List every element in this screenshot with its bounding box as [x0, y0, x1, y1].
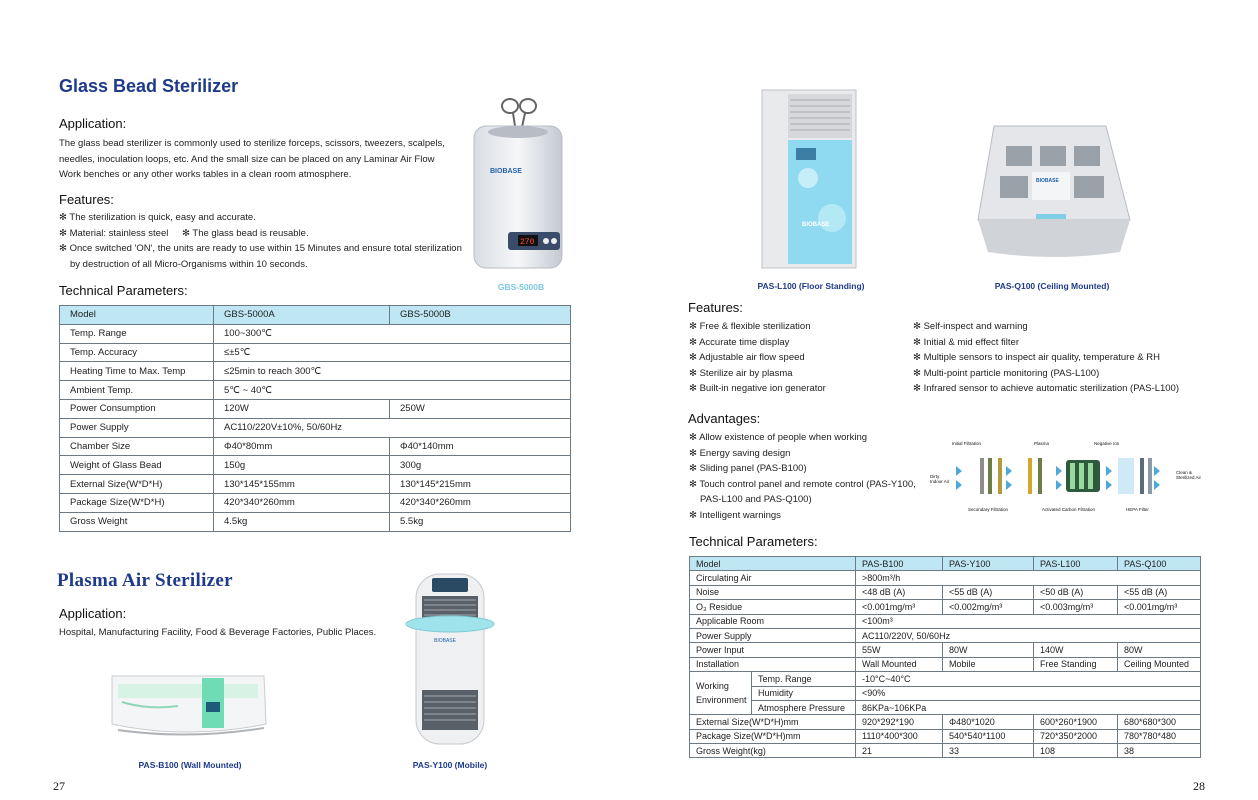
table-cell: 150g — [214, 456, 390, 475]
features-list-left — [689, 319, 826, 397]
table-cell: <55 dB (A) — [1118, 585, 1201, 599]
table-cell: 120W — [214, 399, 390, 418]
table-row — [60, 418, 571, 437]
table-cell: <48 dB (A) — [856, 585, 943, 599]
diagram-label-plasma: Plasma — [1034, 441, 1050, 446]
table-row — [690, 744, 1201, 758]
table-row — [690, 585, 1201, 599]
table-cell: Working Environment — [690, 672, 752, 715]
table-row — [60, 381, 571, 400]
table-header-cell: PAS-B100 — [856, 557, 943, 571]
table-cell: 86KPa~106KPa — [856, 700, 1201, 714]
table-cell: 5℃ ~ 40℃ — [214, 381, 571, 400]
table-cell: Atmosphere Pressure — [752, 700, 856, 714]
table-cell: <50 dB (A) — [1034, 585, 1118, 599]
feature-item: ✻ Accurate time display — [689, 336, 790, 348]
table-cell: External Size(W*D*H) — [60, 475, 214, 494]
table-cell: <0.002mg/m³ — [943, 600, 1034, 614]
table-cell: Φ40*80mm — [214, 437, 390, 456]
diagram-label-dirty: Dirty Indoor Air — [930, 474, 950, 484]
table-cell: 130*145*215mm — [390, 475, 571, 494]
page-number-left: 27 — [53, 779, 65, 793]
table-row — [690, 686, 1201, 700]
brand-logo: BIOBASE — [802, 222, 830, 228]
filtration-diagram — [928, 436, 1204, 516]
pas-y100-image — [404, 570, 496, 750]
table-row — [690, 700, 1201, 714]
table-cell: <90% — [856, 686, 1201, 700]
table-row — [690, 729, 1201, 743]
feature-item: ✻ Sterilize air by plasma — [689, 367, 793, 379]
table-cell: 5.5kg — [390, 512, 571, 531]
application-heading: Application: — [59, 116, 127, 131]
table-cell: 130*145*155mm — [214, 475, 390, 494]
pas-l100-image — [760, 88, 860, 270]
feature-item: ✻ Self-inspect and warning — [913, 321, 1028, 332]
advantages-heading: Advantages: — [688, 411, 761, 426]
page-title-glass-bead: Glass Bead Sterilizer — [59, 76, 239, 96]
pas-b100-image — [108, 672, 270, 744]
table-cell: ≤±5℃ — [214, 343, 571, 362]
table-header-cell: PAS-Q100 — [1118, 557, 1201, 571]
table-row — [60, 362, 571, 381]
table-cell: 1110*400*300 — [856, 729, 943, 743]
table-cell: 540*540*1100 — [943, 729, 1034, 743]
table-cell: 140W — [1034, 643, 1118, 657]
pas-q100-image — [970, 120, 1132, 260]
plasma-spec-table — [689, 556, 1201, 758]
table-cell: 4.5kg — [214, 512, 390, 531]
features-list — [59, 210, 469, 272]
table-cell: 780*780*480 — [1118, 729, 1201, 743]
table-cell: AC110/220V, 50/60Hz — [856, 628, 1201, 642]
table-cell: O₃ Residue — [690, 600, 856, 614]
table-cell: Free Standing — [1034, 657, 1118, 671]
feature-item: ✻ Built-in negative ion generator — [689, 383, 826, 394]
table-cell: 680*680*300 — [1118, 715, 1201, 729]
table-cell: Φ480*1020 — [943, 715, 1034, 729]
table-header-cell: Model — [690, 557, 856, 571]
feature-item: ✻ Free & flexible sterilization — [689, 321, 811, 332]
tech-params-heading: Technical Parameters: — [59, 283, 188, 298]
table-row — [60, 456, 571, 475]
caption-pas-b100: PAS-B100 (Wall Mounted) — [138, 760, 242, 770]
table-cell: 250W — [390, 399, 571, 418]
diagram-label-carbon: Activated Carbon Filtration — [1042, 507, 1096, 512]
table-header-row — [690, 557, 1201, 571]
table-cell: ≤25min to reach 300℃ — [214, 362, 571, 381]
advantage-item: ✻ Sliding panel (PAS-B100) — [689, 463, 807, 474]
feature-item: ✻ Adjustable air flow speed — [689, 352, 805, 363]
table-row — [60, 343, 571, 362]
table-row — [690, 571, 1201, 585]
table-row — [690, 643, 1201, 657]
table-cell: 920*292*190 — [856, 715, 943, 729]
table-cell: Gross Weight(kg) — [690, 744, 856, 758]
table-row — [690, 672, 1201, 686]
table-cell: 108 — [1034, 744, 1118, 758]
tech-params-heading-right: Technical Parameters: — [689, 534, 818, 549]
table-cell: Power Consumption — [60, 399, 214, 418]
table-cell: Chamber Size — [60, 437, 214, 456]
features-heading-right: Features: — [688, 300, 743, 315]
table-cell: 720*350*2000 — [1034, 729, 1118, 743]
table-cell: Power Input — [690, 643, 856, 657]
page-title-plasma: Plasma Air Sterilizer — [57, 570, 233, 591]
table-cell: 80W — [1118, 643, 1201, 657]
caption-gbs5000b: GBS-5000B — [497, 282, 545, 292]
display-readout: 270 — [520, 238, 535, 247]
table-cell: -10°C~40°C — [856, 672, 1201, 686]
feature-item: ✻ The glass bead is reusable. — [182, 227, 309, 239]
application-text: The glass bead sterilizer is commonly used to sterilize forceps, scissors, tweezers, scalpels, needles, inoculation loops, etc. And the small size can be placed on any Laminar Air Flow Work benches or any other works tables in a clean room atmosphere. — [59, 138, 445, 180]
table-cell: <0.001mg/m³ — [856, 600, 943, 614]
table-cell: Ambient Temp. — [60, 381, 214, 400]
feature-item: ✻ Once switched 'ON', the units are ready to use within 15 Minutes and ensure total sterilization — [59, 243, 462, 254]
feature-item: ✻ Initial & mid effect filter — [913, 336, 1019, 348]
table-header-cell: PAS-L100 — [1034, 557, 1118, 571]
table-header-cell: GBS-5000A — [214, 306, 390, 325]
diagram-label-secondary: Secondary Filtration — [968, 507, 1009, 512]
table-cell: Wall Mounted — [856, 657, 943, 671]
advantage-item: ✻ Intelligent warnings — [689, 509, 781, 521]
table-cell: External Size(W*D*H)mm — [690, 715, 856, 729]
table-row — [60, 512, 571, 531]
table-cell: 600*260*1900 — [1034, 715, 1118, 729]
table-cell: Circulating Air — [690, 571, 856, 585]
table-cell: Temp. Range — [60, 324, 214, 343]
table-cell: Package Size(W*D*H)mm — [690, 729, 856, 743]
table-row — [60, 324, 571, 343]
feature-item: ✻ Material: stainless steel — [59, 227, 169, 239]
table-cell: Temp. Accuracy — [60, 343, 214, 362]
table-cell: Humidity — [752, 686, 856, 700]
diagram-label-initial: Initial Filtration — [952, 441, 982, 446]
table-cell: Heating Time to Max. Temp — [60, 362, 214, 381]
table-cell: <0.003mg/m³ — [1034, 600, 1118, 614]
features-heading: Features: — [59, 192, 114, 207]
filtration-flow-graphic — [928, 436, 1204, 516]
table-cell: Mobile — [943, 657, 1034, 671]
table-row — [690, 614, 1201, 628]
glass-bead-spec-table — [59, 305, 571, 532]
advantage-item: ✻ Energy saving design — [689, 447, 791, 459]
table-cell: Package Size(W*D*H) — [60, 493, 214, 512]
plasma-application-text: Hospital, Manufacturing Facility, Food & Beverage Factories, Public Places. — [59, 627, 377, 638]
table-header-cell: GBS-5000B — [390, 306, 571, 325]
table-cell: 100~300℃ — [214, 324, 571, 343]
features-list-right — [913, 319, 1179, 397]
table-cell: 300g — [390, 456, 571, 475]
table-cell: Noise — [690, 585, 856, 599]
feature-item: ✻ Multiple sensors to inspect air quality, temperature & RH — [913, 352, 1160, 363]
caption-pas-q100: PAS-Q100 (Ceiling Mounted) — [994, 281, 1110, 291]
table-row — [690, 715, 1201, 729]
table-cell: <100m³ — [856, 614, 1201, 628]
advantage-item: ✻ Allow existence of people when working — [689, 432, 868, 443]
feature-item: ✻ Multi-point particle monitoring (PAS-L100) — [913, 367, 1100, 379]
table-cell: Φ40*140mm — [390, 437, 571, 456]
table-cell: Installation — [690, 657, 856, 671]
table-cell: 420*340*260mm — [390, 493, 571, 512]
table-cell: 21 — [856, 744, 943, 758]
table-cell: 55W — [856, 643, 943, 657]
table-row — [60, 475, 571, 494]
glass-bead-sterilizer-image — [468, 96, 568, 274]
table-header-cell: Model — [60, 306, 214, 325]
table-row — [60, 437, 571, 456]
table-row — [690, 628, 1201, 642]
table-cell: >800m³/h — [856, 571, 1201, 585]
table-row — [690, 600, 1201, 614]
table-header-cell: PAS-Y100 — [943, 557, 1034, 571]
diagram-label-clean: Clean & Sterilized Air — [1176, 470, 1202, 480]
brand-logo: BIOBASE — [1036, 178, 1059, 184]
feature-item: ✻ The sterilization is quick, easy and accurate. — [59, 212, 256, 223]
feature-item: by destruction of all Micro-Organisms within 10 seconds. — [70, 258, 308, 270]
table-cell: Power Supply — [690, 628, 856, 642]
brand-logo: BIOBASE — [434, 638, 456, 644]
caption-pas-y100: PAS-Y100 (Mobile) — [412, 760, 488, 770]
table-cell: 80W — [943, 643, 1034, 657]
table-cell: Gross Weight — [60, 512, 214, 531]
table-cell: <0.001mg/m³ — [1118, 600, 1201, 614]
advantage-item: ✻ Touch control panel and remote control (PAS-Y100, — [689, 478, 916, 490]
diagram-label-negative: Negative Ion — [1094, 441, 1120, 446]
diagram-label-hepa: HEPA Filter — [1126, 507, 1149, 512]
table-header-row — [60, 306, 571, 325]
table-cell: Applicable Room — [690, 614, 856, 628]
table-cell: Power Supply — [60, 418, 214, 437]
table-row — [60, 493, 571, 512]
advantage-item: PAS-L100 and PAS-Q100) — [700, 494, 812, 505]
table-cell: <55 dB (A) — [943, 585, 1034, 599]
table-cell: Weight of Glass Bead — [60, 456, 214, 475]
plasma-application-heading: Application: — [59, 606, 127, 621]
advantages-list — [689, 430, 916, 523]
table-row — [690, 657, 1201, 671]
caption-pas-l100: PAS-L100 (Floor Standing) — [757, 281, 865, 291]
table-cell: 38 — [1118, 744, 1201, 758]
table-cell: AC110/220V±10%, 50/60Hz — [214, 418, 571, 437]
table-cell: Ceiling Mounted — [1118, 657, 1201, 671]
table-cell: 420*340*260mm — [214, 493, 390, 512]
brand-logo: BIOBASE — [490, 168, 522, 175]
table-cell: 33 — [943, 744, 1034, 758]
page-number-right: 28 — [1193, 779, 1205, 793]
table-row — [60, 399, 571, 418]
feature-item: ✻ Infrared sensor to achieve automatic sterilization (PAS-L100) — [913, 383, 1179, 394]
table-cell: Temp. Range — [752, 672, 856, 686]
